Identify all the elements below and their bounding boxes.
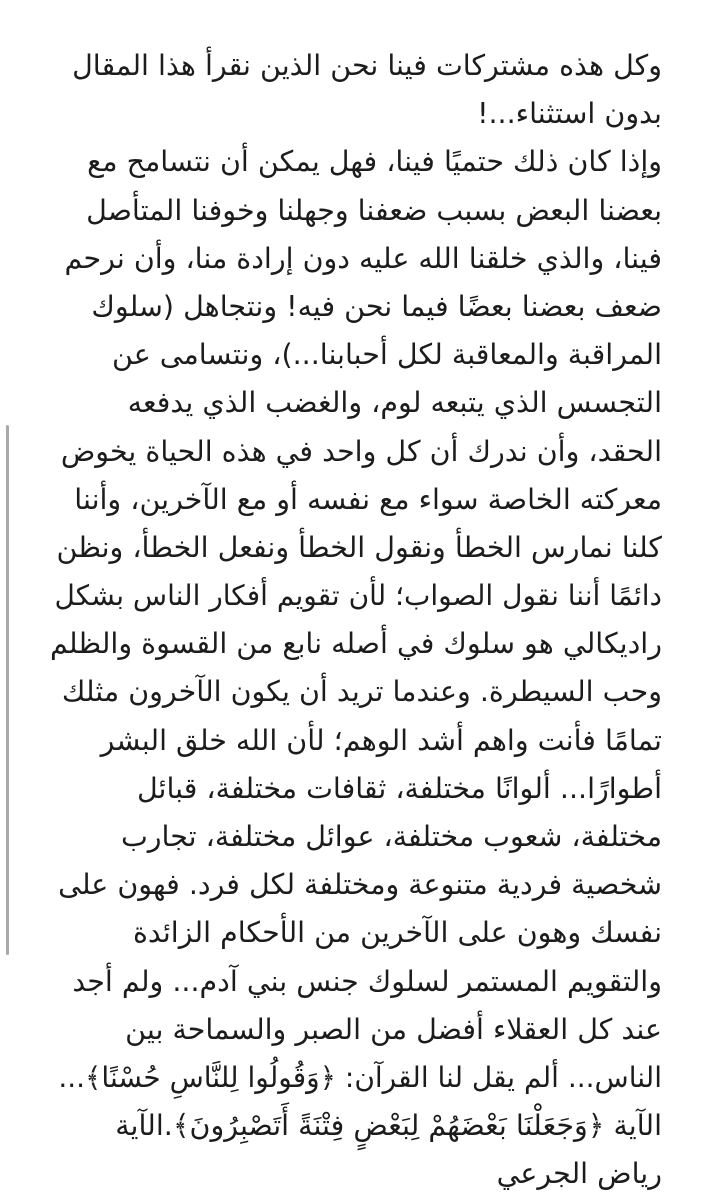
text-line: نفسك وهون على الآخرين من الأحكام الزائدة — [132, 916, 662, 950]
text-line: كلنا نمارس الخطأ ونقول الخطأ ونفعل الخطأ، ونظن — [56, 530, 662, 564]
text-line: فينا، والذي خلقنا الله عليه دون إرادة منا، وأن نرحم — [64, 241, 662, 275]
text-line: ضعف بعضنا بعضًا فيما نحن فيه! ونتجاهل (سلوك — [91, 289, 662, 323]
text-line: دائمًا أننا نقول الصواب؛ لأن تقويم أفكار الناس بشكل — [54, 579, 662, 613]
text-line: وكل هذه مشتركات فينا نحن الذين نقرأ هذا المقال — [72, 49, 662, 82]
text-line: شخصية فردية متنوعة ومختلفة لكل فرد. فهون على — [58, 868, 662, 902]
text-line: مختلفة، شعوب مختلفة، عوائل مختلفة، تجارب — [120, 820, 662, 853]
text-line: وحب السيطرة. وعندما تريد أن يكون الآخرون مثلك — [61, 675, 662, 709]
text-line: أطوارًا... ألوانًا مختلفة، ثقافات مختلفة، قبائل — [136, 771, 662, 805]
text-line: وإذا كان ذلك حتميًا فينا، فهل يمكن أن نتسامح مع — [87, 145, 662, 179]
scroll-indicator[interactable] — [6, 425, 9, 955]
text-line: معركته الخاصة سواء مع نفسه أو مع الآخرين، وأننا — [74, 482, 662, 516]
author-signature: رياض الجرعي — [496, 1157, 662, 1191]
text-line: تمامًا فأنت واهم أشد الوهم؛ لأن الله خلق البشر — [100, 723, 662, 757]
text-line: عند كل العقلاء أفضل من الصبر والسماحة بين — [125, 1012, 662, 1046]
text-line: الآية ﴿وَجَعَلْنَا بَعْضَهُمْ لِبَعْضٍ فِتْنَةً أَتَصْبِرُونَ﴾.الآية — [115, 1109, 662, 1143]
text-line: بعضنا البعض بسبب ضعفنا وجهلنا وخوفنا المتأصل — [86, 193, 662, 227]
text-line: المراقبة والمعاقبة لكل أحبابنا...)، ونتسامى عن — [112, 338, 662, 372]
text-line: بدون استثناء...! — [477, 97, 662, 131]
text-line: التجسس الذي يتبعه لوم، والغضب الذي يدفعه — [127, 386, 662, 420]
text-line: والتقويم المستمر لسلوك جنس بني آدم... ولم أجد — [72, 964, 662, 998]
text-line: راديكالي هو سلوك في أصله نابع من القسوة والظلم — [49, 627, 662, 661]
text-line: الحقد، وأن ندرك أن كل واحد في هذه الحياة يخوض — [60, 434, 662, 468]
text-line: الناس... ألم يقل لنا القرآن: ﴿وَقُولُوا لِلنَّاسِ حُسْنًا﴾... — [58, 1060, 662, 1094]
article-body — [50, 42, 662, 1198]
